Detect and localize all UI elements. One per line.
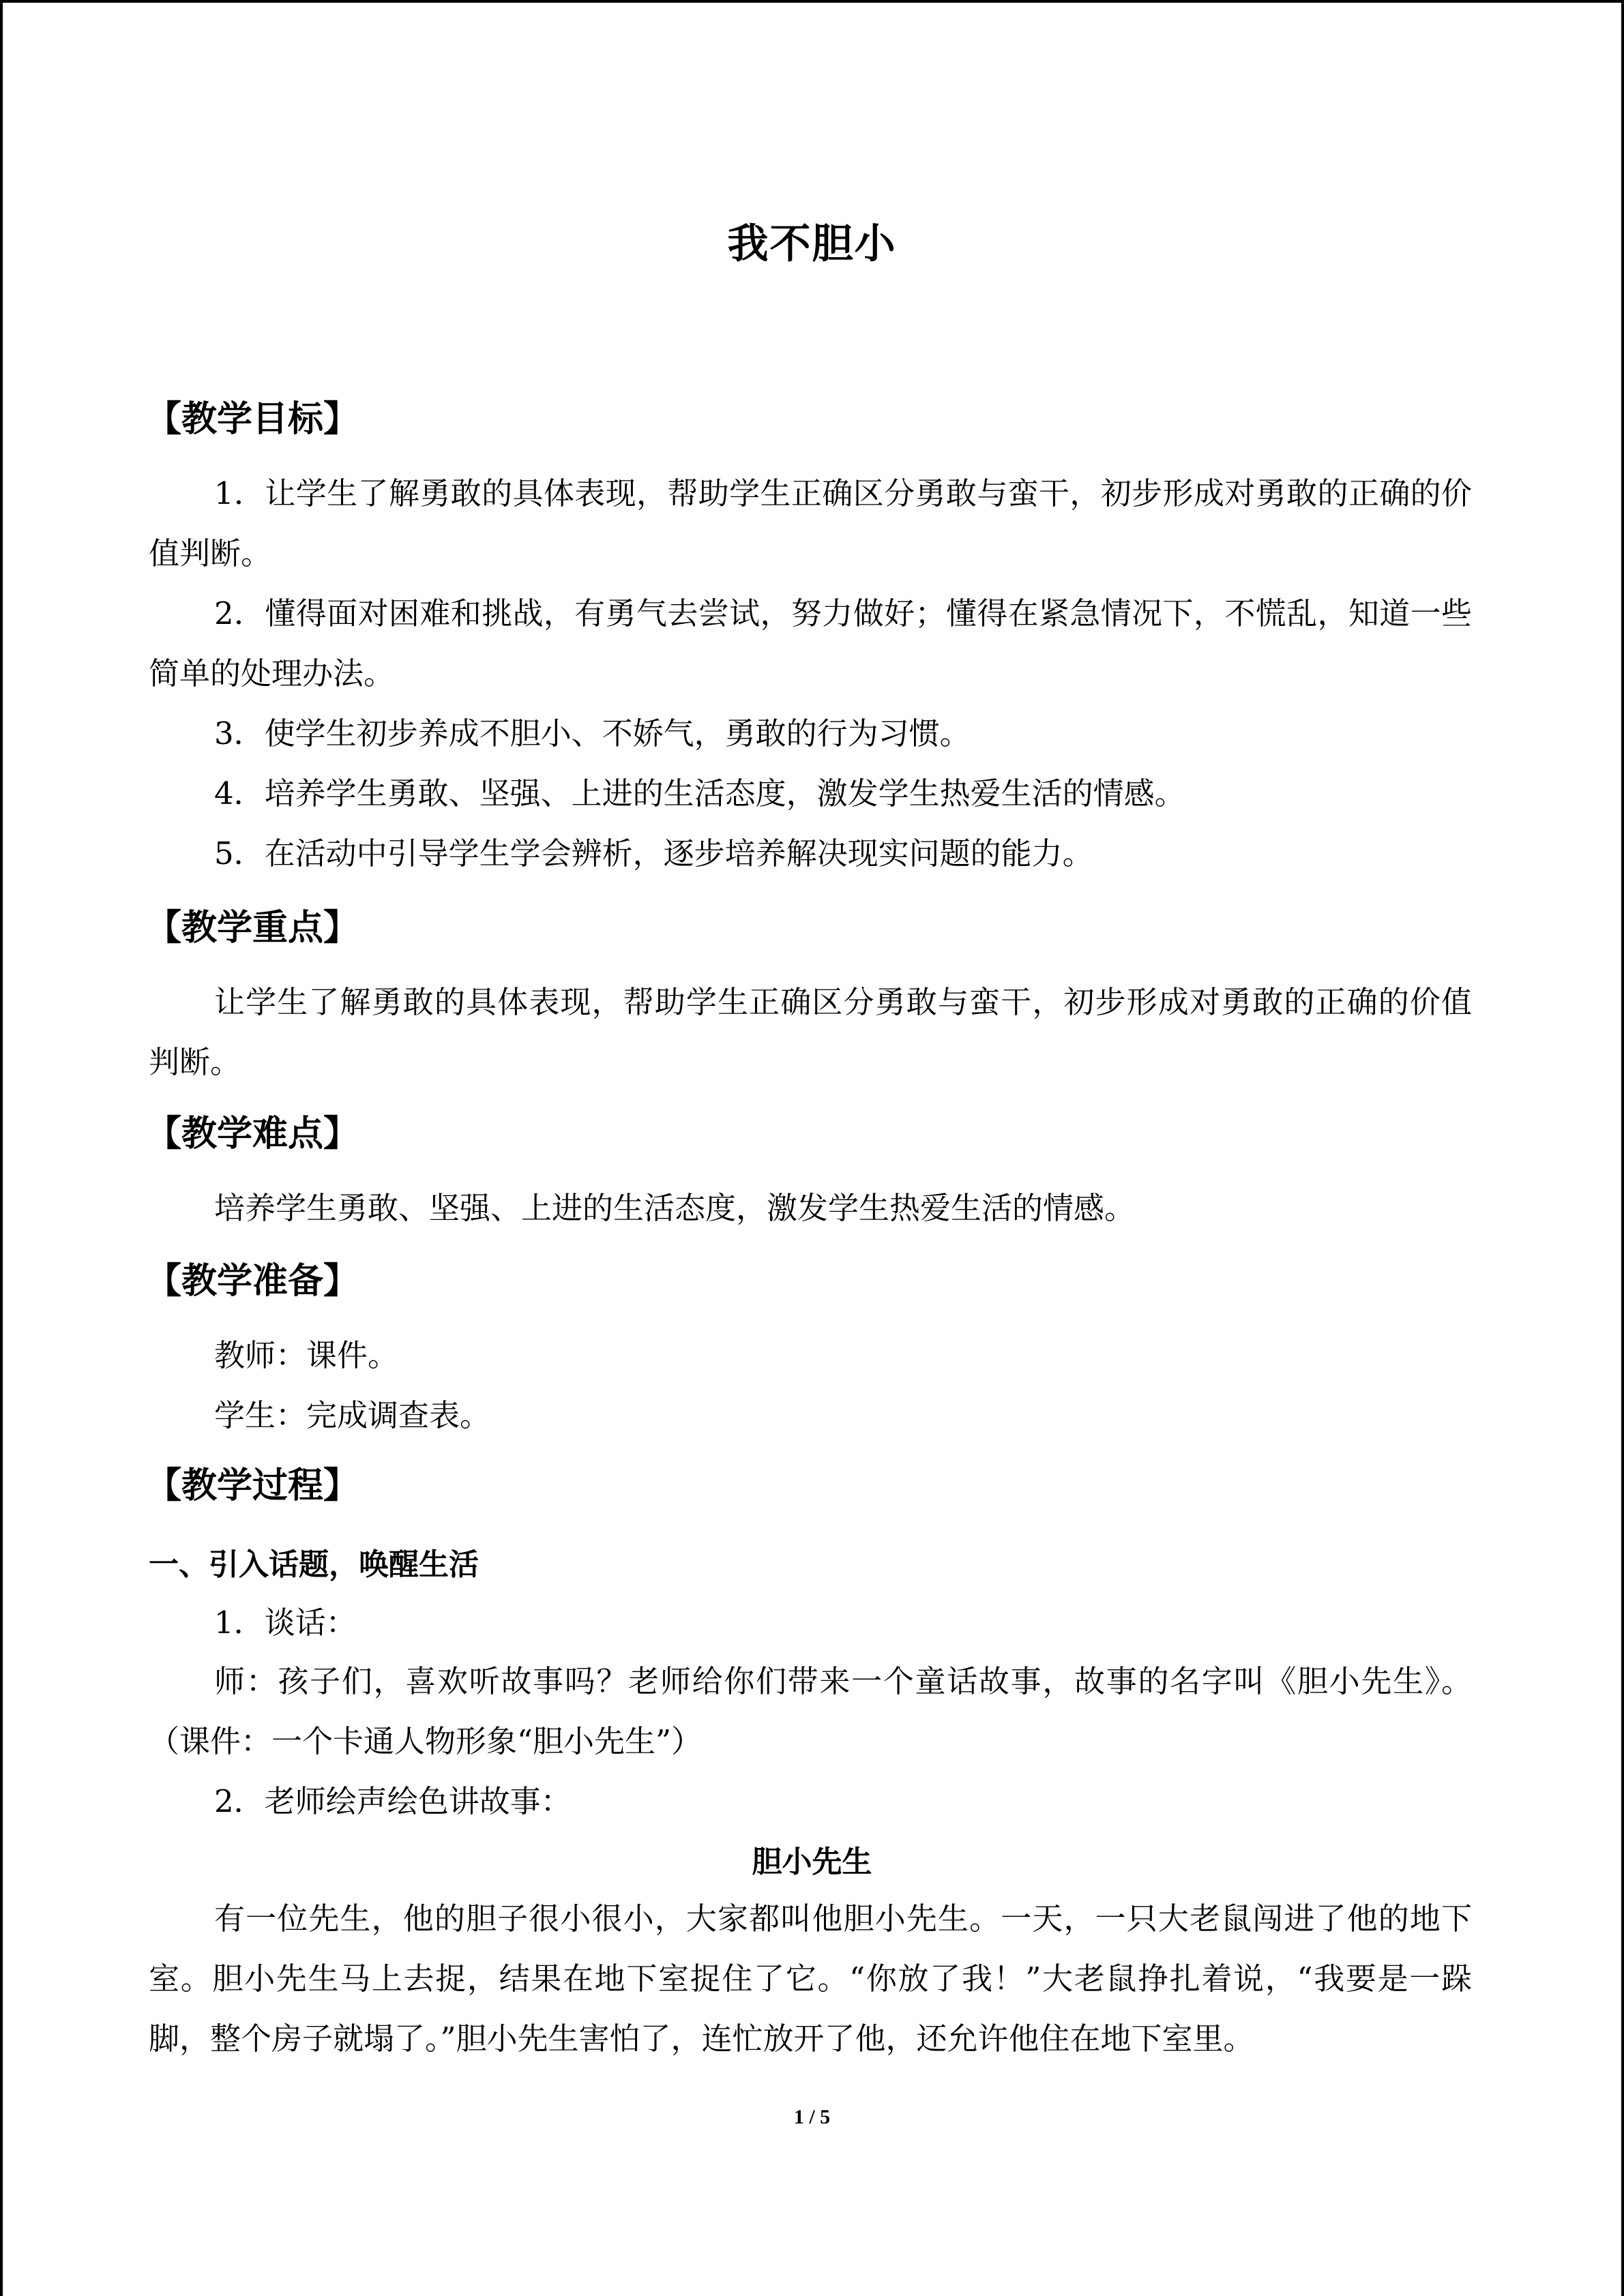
process-step1-text: 师：孩子们，喜欢听故事吗？老师给你们带来一个童话故事，故事的名字叫《胆小先生》。（课件：一个卡通人物形象“胆小先生”） — [149, 1663, 1472, 1759]
difficulties-text: 培养学生勇敢、坚强、上进的生活态度，激发学生热爱生活的情感。 — [214, 1190, 1136, 1226]
heading-process: 【教学过程】 — [146, 1465, 359, 1506]
page-border-right — [1621, 0, 1624, 2296]
objective-item-4: 4．培养学生勇敢、坚强、上进的生活态度，激发学生热爱生活的情感。 — [214, 775, 1185, 811]
heading-key-points: 【教学重点】 — [146, 908, 359, 949]
heading-objectives: 【教学目标】 — [146, 399, 359, 440]
key-points-text: 让学生了解勇敢的具体表现，帮助学生正确区分勇敢与蛮干，初步形成对勇敢的正确的价值判断。 — [149, 984, 1472, 1080]
page-border-left — [0, 0, 3, 2296]
story-text: 有一位先生，他的胆子很小很小，大家都叫他胆小先生。一天，一只大老鼠闯进了他的地下室。胆小先生马上去捉，结果在地下室捉住了它。“你放了我！”大老鼠挣扎着说，“我要是一跺脚，整个房子就塌了。”胆小先生害怕了，连忙放开了他，还允许他住在地下室里。 — [149, 1900, 1472, 2057]
heading-difficulties: 【教学难点】 — [146, 1114, 359, 1154]
process-step2: 2．老师绘声绘色讲故事： — [214, 1783, 572, 1819]
page-number: 1 / 5 — [793, 2106, 831, 2128]
process-step1: 1．谈话： — [214, 1605, 357, 1641]
objective-item-5: 5．在活动中引导学生学会辨析，逐步培养解决现实问题的能力。 — [214, 835, 1093, 871]
objective-item-2: 2．懂得面对困难和挑战，有勇气去尝试，努力做好；懂得在紧急情况下，不慌乱，知道一些简单的处理办法。 — [149, 595, 1472, 691]
heading-preparation: 【教学准备】 — [146, 1261, 359, 1302]
process-part1-title: 一、引入话题，唤醒生活 — [149, 1547, 479, 1582]
document-title: 我不胆小 — [727, 220, 897, 268]
story-title: 胆小先生 — [752, 1845, 872, 1879]
objective-item-1: 1．让学生了解勇敢的具体表现，帮助学生正确区分勇敢与蛮干，初步形成对勇敢的正确的价值判断。 — [149, 475, 1472, 571]
preparation-teacher: 教师：课件。 — [214, 1337, 399, 1373]
objective-item-3: 3．使学生初步养成不胆小、不娇气，勇敢的行为习惯。 — [214, 715, 971, 751]
page-border-top — [0, 0, 1624, 3]
preparation-student: 学生：完成调查表。 — [214, 1397, 491, 1433]
